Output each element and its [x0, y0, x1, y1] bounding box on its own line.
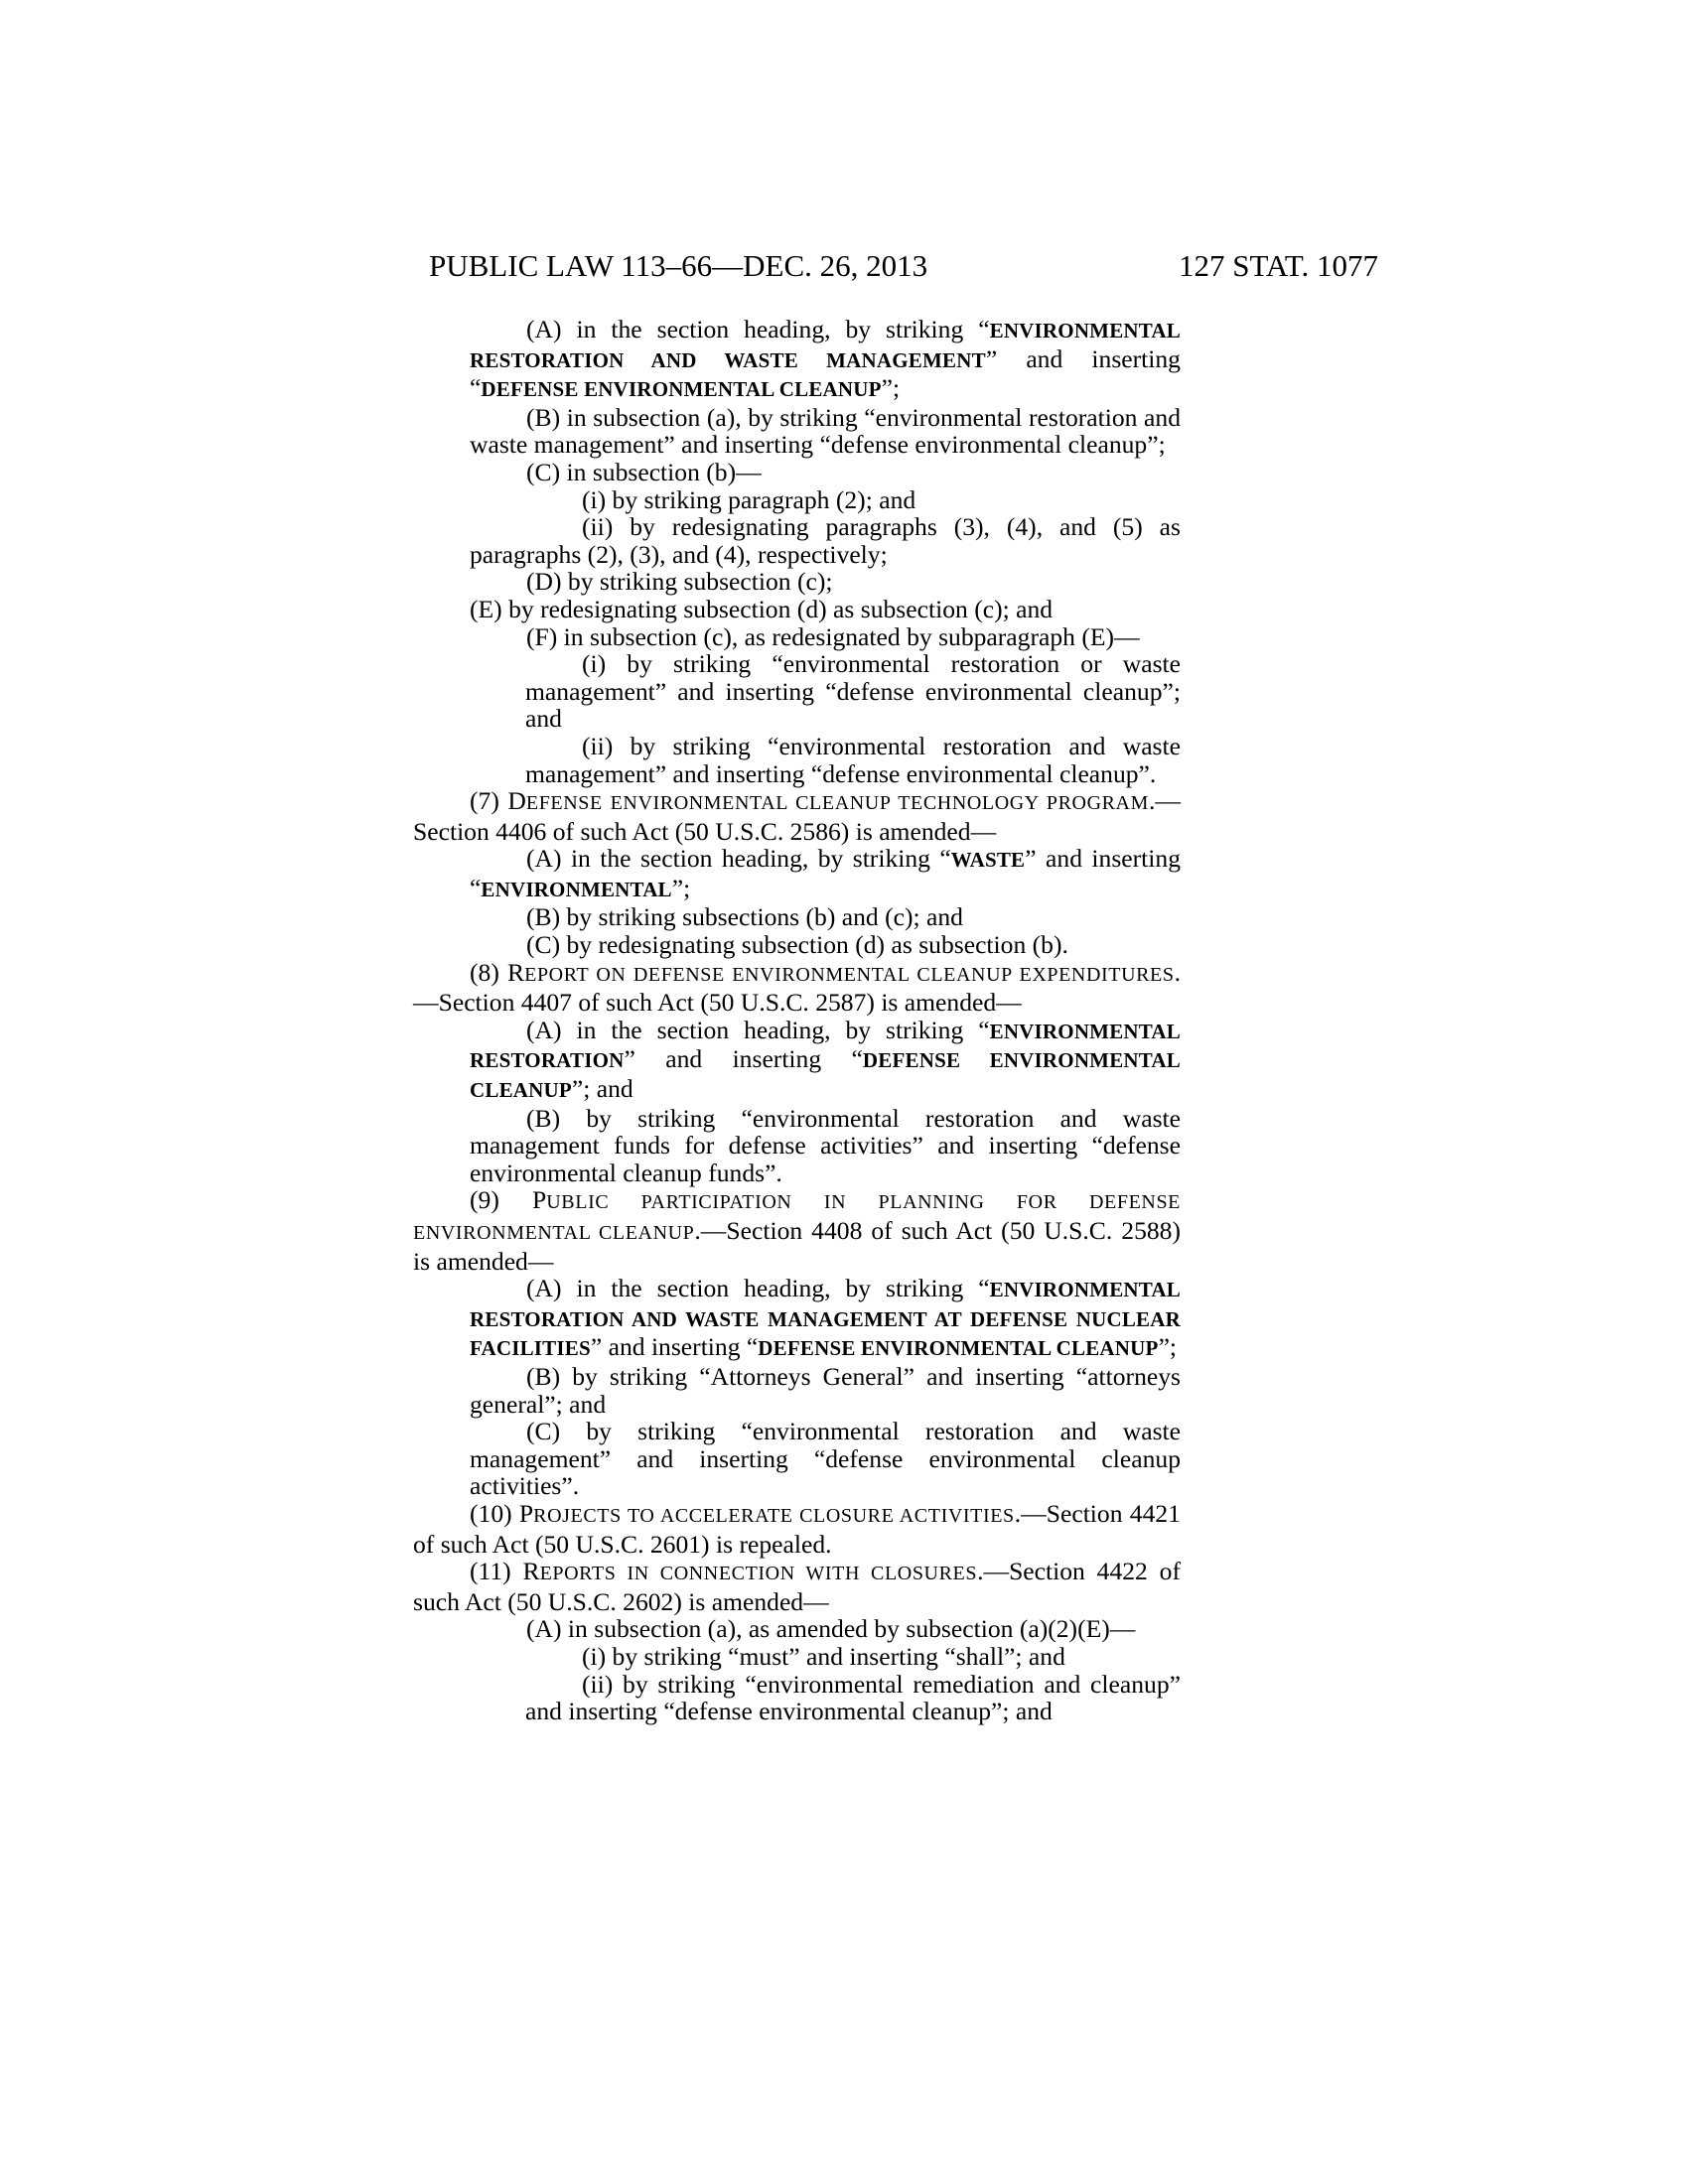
- body-text: (7) D: [470, 786, 526, 816]
- paragraph-6-E: [413, 596, 1181, 623]
- small-caps-heading-text: EPORT ON DEFENSE ENVIRONMENTAL CLEANUP EXPENDITURES: [524, 963, 1175, 986]
- small-caps-heading-text: EFENSE ENVIRONMENTAL CLEANUP TECHNOLOGY PROGRAM: [525, 792, 1149, 815]
- paragraph-11-A: [413, 1615, 1181, 1643]
- small-caps-heading-text: UBLIC PARTICIPATION IN PLANNING FOR DEFENSE ENVIRONMENTAL CLEANUP: [413, 1191, 1181, 1244]
- body-text: ” and inserting “: [470, 844, 1181, 902]
- body-text: (E) by redesignating subsection (d) as subsection (c); and: [470, 594, 1054, 623]
- bold-heading-text: ENVIRONMENTAL RESTORATION AND WASTE MANAGEMENT: [470, 319, 1181, 372]
- body-text: (C) by redesignating subsection (d) as subsection (b).: [526, 930, 1068, 960]
- body-text: .—Section 4406 of such Act (50 U.S.C. 2586) is amended—: [413, 786, 1181, 846]
- paragraph-7-B: [413, 903, 1181, 931]
- bold-heading-text: ENVIRONMENTAL RESTORATION: [470, 1019, 1181, 1073]
- paragraph-7: [413, 787, 1181, 845]
- paragraph-6-F: [413, 623, 1181, 651]
- paragraph-9-B: [413, 1363, 1181, 1418]
- paragraph-8-A: [413, 1017, 1181, 1105]
- paragraph-11-A-i: [413, 1643, 1181, 1671]
- body-text: .—Section 4408 of such Act (50 U.S.C. 2588) is amended—: [413, 1216, 1181, 1276]
- body-text: (B) by striking subsections (b) and (c); and: [526, 902, 963, 932]
- paragraph-6-C: [413, 459, 1181, 486]
- body-text: (F) in subsection (c), as redesignated by subparagraph (E)—: [526, 621, 1140, 651]
- paragraph-7-C: [413, 931, 1181, 959]
- body-text: ” and inserting “: [470, 343, 1181, 403]
- paragraph-6-A: [413, 316, 1181, 404]
- body-text: ”;: [671, 873, 691, 902]
- bold-heading-text: DEFENSE ENVIRONMENTAL CLEANUP: [481, 377, 882, 402]
- running-header-title: PUBLIC LAW 113–66—DEC. 26, 2013: [429, 248, 928, 283]
- body-text: ”; and: [571, 1074, 633, 1104]
- body-text: (ii) by striking “environmental restoration and waste management” and inserting “defense environmental cleanup”.: [525, 731, 1181, 788]
- body-text: (B) by striking “Attorneys General” and inserting “attorneys general”; and: [470, 1361, 1181, 1419]
- body-text: (i) by striking “must” and inserting “shall”; and: [582, 1641, 1065, 1671]
- body-text: (11) R: [470, 1557, 540, 1586]
- body-text: (i) by striking “environmental restoration or waste management” and inserting “defense environmental cleanup”; and: [525, 649, 1181, 734]
- document-body: [413, 316, 1181, 1725]
- paragraph-6-F-ii: [413, 733, 1181, 787]
- paragraph-9-C: [413, 1418, 1181, 1500]
- body-text: .—Section 4421 of such Act (50 U.S.C. 2601) is repealed.: [413, 1498, 1181, 1559]
- body-text: (9) P: [470, 1185, 547, 1215]
- body-text: (i) by striking paragraph (2); and: [582, 484, 916, 514]
- body-text: (A) in the section heading, by striking “: [526, 1274, 990, 1303]
- paragraph-8: [413, 959, 1181, 1017]
- bold-heading-text: ENVIRONMENTAL RESTORATION AND WASTE MANAGEMENT AT DEFENSE NUCLEAR FACILITIES: [470, 1278, 1181, 1361]
- body-text: .—Section 4407 of such Act (50 U.S.C. 2587) is amended—: [413, 957, 1182, 1018]
- statute-page-number: 127 STAT. 1077: [1178, 248, 1378, 283]
- small-caps-heading-text: EPORTS IN CONNECTION WITH CLOSURES: [539, 1563, 978, 1585]
- paragraph-6-B: [413, 404, 1181, 459]
- bold-heading-text: DEFENSE ENVIRONMENTAL CLEANUP: [470, 1048, 1182, 1103]
- body-text: (B) by striking “environmental restoration and waste management funds for defense activities” and inserting “defense environmental cleanup funds”.: [470, 1103, 1181, 1187]
- paragraph-9: [413, 1186, 1181, 1275]
- bold-heading-text: DEFENSE ENVIRONMENTAL CLEANUP: [758, 1336, 1159, 1361]
- body-text: (A) in subsection (a), as amended by subsection (a)(2)(E)—: [526, 1614, 1136, 1644]
- body-text: (C) by striking “environmental restoration and waste management” and inserting “defense environmental cleanup activities”.: [470, 1417, 1181, 1501]
- paragraph-6-F-i: [413, 650, 1181, 733]
- paragraph-11: [413, 1558, 1181, 1615]
- body-text: ” and inserting “: [590, 1332, 759, 1362]
- body-text: .—Section 4422 of such Act (50 U.S.C. 2602) is amended—: [413, 1557, 1181, 1616]
- paragraph-6-C-ii: [413, 513, 1181, 568]
- body-text: ” and inserting “: [624, 1044, 863, 1074]
- body-text: (A) in the section heading, by striking “: [526, 844, 951, 874]
- body-text: (ii) by redesignating paragraphs (3), (4), and (5) as paragraphs (2), (3), and (4), respectively;: [470, 512, 1181, 569]
- small-caps-heading-text: ROJECTS TO ACCELERATE CLOSURE ACTIVITIES: [533, 1504, 1015, 1527]
- paragraph-11-A-ii: [413, 1671, 1181, 1725]
- paragraph-8-B: [413, 1105, 1181, 1187]
- body-text: ”;: [1158, 1332, 1178, 1362]
- body-text: ”;: [881, 373, 901, 403]
- body-text: (C) in subsection (b)—: [526, 457, 762, 486]
- paragraph-7-A: [413, 845, 1181, 903]
- paragraph-10: [413, 1500, 1181, 1558]
- body-text: (B) in subsection (a), by striking “environmental restoration and waste management” and inserting “defense environmental cleanup”;: [470, 402, 1181, 460]
- body-text: (8) R: [470, 957, 525, 987]
- body-text: (A) in the section heading, by striking “: [526, 315, 990, 343]
- body-text: (D) by striking subsection (c);: [526, 567, 833, 597]
- paragraph-6-D: [413, 568, 1181, 596]
- body-text: (10) P: [470, 1498, 534, 1528]
- paragraph-9-A: [413, 1275, 1181, 1363]
- bold-heading-text: ENVIRONMENTAL: [481, 877, 672, 901]
- bold-heading-text: WASTE: [950, 848, 1026, 873]
- paragraph-6-C-i: [413, 486, 1181, 514]
- body-text: (ii) by striking “environmental remediation and cleanup” and inserting “defense environmental cleanup”; and: [525, 1669, 1181, 1726]
- body-text: (A) in the section heading, by striking “: [526, 1015, 990, 1044]
